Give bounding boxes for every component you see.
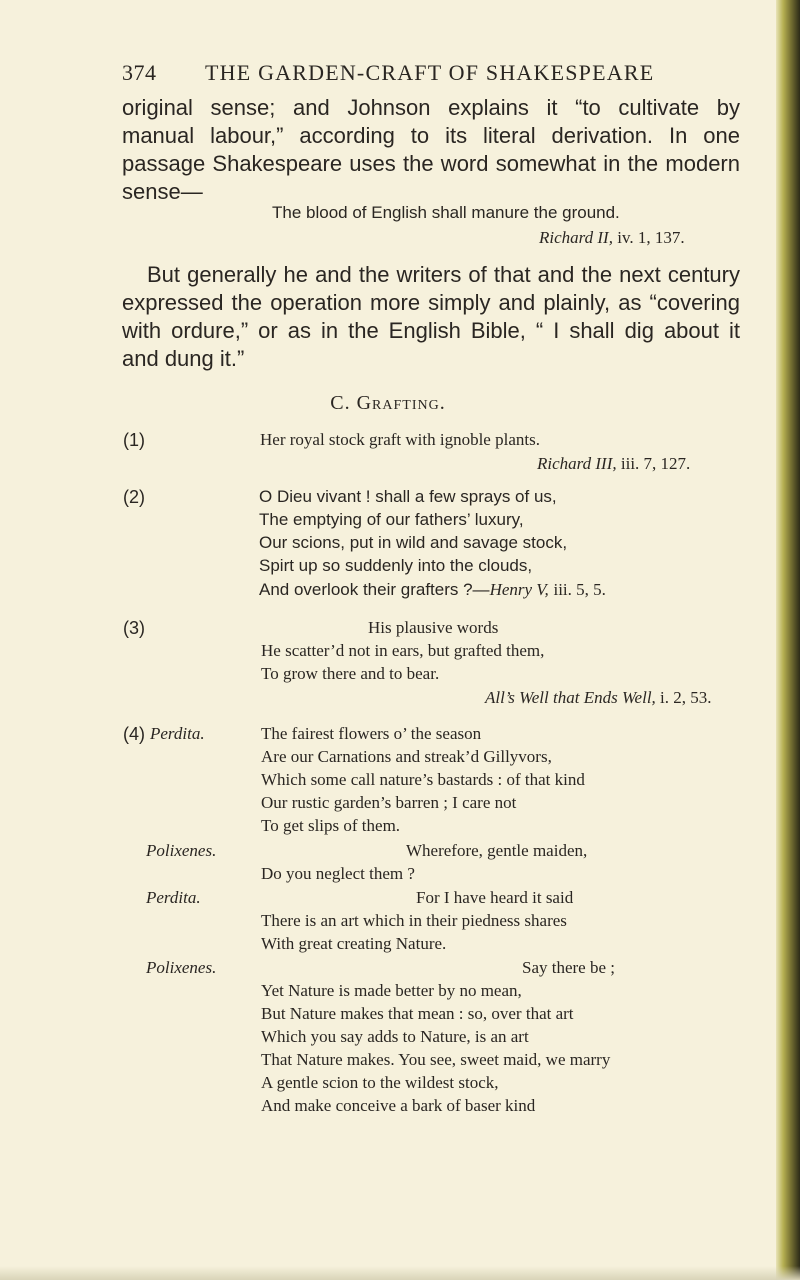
verse-line: Spirt up so suddenly into the clouds, — [259, 556, 533, 575]
verse-line: Our scions, put in wild and savage stock, — [259, 533, 568, 552]
verse-line: The fairest flowers o’ the season — [261, 724, 482, 743]
verse-line: A gentle scion to the wildest stock, — [261, 1073, 499, 1092]
verse-line: For I have heard it said — [416, 888, 574, 907]
verse-line: To get slips of them. — [261, 816, 401, 835]
text-line: manual labour,” according to its literal derivation. In one — [122, 123, 740, 148]
passage-number: (3) — [123, 618, 145, 638]
verse-line: He scatter’d not in ears, but grafted them, — [261, 641, 545, 660]
text-line: with ordure,” or as in the English Bible, “ I shall dig about it — [122, 318, 740, 343]
paragraph-2 — [122, 261, 740, 373]
citation-alls-well — [485, 688, 712, 708]
citation-work: All’s Well that Ends Well, — [485, 688, 656, 707]
verse-line: Which you say adds to Nature, is an art — [261, 1027, 529, 1046]
page-bottom-shadow — [0, 1266, 800, 1280]
verse-line: Her royal stock graft with ignoble plants. — [260, 430, 540, 449]
passage-number: (4) — [123, 724, 145, 744]
verse-line: Say there be ; — [522, 958, 615, 977]
passage-number: (2) — [123, 487, 145, 507]
verse-line: Yet Nature is made better by no mean, — [261, 981, 522, 1000]
section-heading — [0, 392, 776, 415]
verse-line: There is an art which in their piedness shares — [261, 911, 567, 930]
citation-ref: iv. 1, 137. — [617, 228, 685, 247]
citation-work: Richard II, — [539, 228, 613, 247]
verse-line: His plausive words — [368, 618, 499, 637]
verse-line: Our rustic garden’s barren ; I care not — [261, 793, 517, 812]
verse-line: With great creating Nature. — [261, 934, 447, 953]
verse-line: And overlook their grafters ?— — [259, 580, 490, 599]
page-number: 374 — [122, 60, 157, 85]
speaker-polixenes: Polixenes. — [146, 841, 217, 860]
quote-richard-ii: The blood of English shall manure the ground. — [272, 203, 620, 222]
citation-ref: iii. 5, 5. — [553, 580, 606, 599]
speaker-perdita: Perdita. — [146, 888, 201, 907]
text-line: expressed the operation more simply and plainly, as “covering — [122, 290, 740, 315]
verse-line-with-citation — [259, 580, 606, 600]
verse-line: O Dieu vivant ! shall a few sprays of us, — [259, 487, 557, 506]
citation-richard-ii — [539, 228, 685, 248]
running-title: THE GARDEN-CRAFT OF SHAKESPEARE — [205, 60, 655, 85]
verse-line: To grow there and to bear. — [261, 664, 440, 683]
section-letter: C. — [330, 392, 351, 414]
verse-line: Wherefore, gentle maiden, — [406, 841, 588, 860]
speaker-perdita: Perdita. — [150, 724, 205, 743]
citation-richard-iii — [537, 454, 690, 474]
text-line: original sense; and Johnson explains it “to cultivate by — [122, 95, 740, 120]
verse-line: Do you neglect them ? — [261, 864, 415, 883]
verse-line: That Nature makes. You see, sweet maid, we marry — [261, 1050, 611, 1069]
verse-line: But Nature makes that mean : so, over that art — [261, 1004, 574, 1023]
book-spine-edge — [776, 0, 800, 1280]
section-title: Grafting. — [356, 392, 446, 414]
verse-line: Which some call nature’s bastards : of that kind — [261, 770, 585, 789]
verse-line: And make conceive a bark of baser kind — [261, 1096, 536, 1115]
verse-line: Are our Carnations and streak’d Gillyvors, — [261, 747, 552, 766]
citation-ref: iii. 7, 127. — [620, 454, 691, 473]
verse-line: The emptying of our fathers’ luxury, — [259, 510, 524, 529]
text-line: sense— — [122, 179, 203, 204]
text-line: and dung it.” — [122, 346, 245, 371]
citation-work: Richard III, — [537, 454, 617, 473]
text-line: But generally he and the writers of that and the next century — [147, 262, 740, 287]
paragraph-1 — [122, 94, 740, 206]
citation-ref: i. 2, 53. — [660, 688, 712, 707]
speaker-polixenes: Polixenes. — [146, 958, 217, 977]
citation-work: Henry V, — [489, 580, 549, 599]
text-line: passage Shakespeare uses the word somewhat in the modern — [122, 151, 740, 176]
passage-number: (1) — [123, 430, 145, 450]
